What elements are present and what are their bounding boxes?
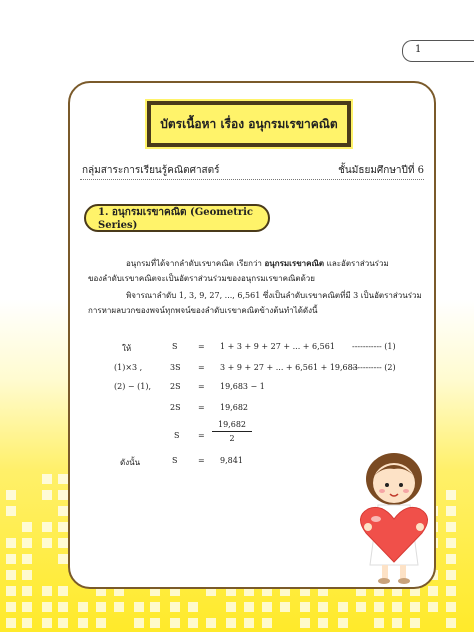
background-square — [446, 522, 456, 532]
background-square — [6, 490, 16, 500]
page-number: 1 — [415, 44, 422, 55]
background-square — [446, 586, 456, 596]
background-square — [58, 602, 68, 612]
background-square — [6, 538, 16, 548]
background-square — [226, 618, 236, 628]
equation-lhs: 3S — [170, 363, 181, 372]
background-square — [318, 602, 328, 612]
background-square — [42, 474, 52, 484]
background-square — [262, 602, 272, 612]
background-square — [6, 554, 16, 564]
equation-tag: ----------- (2) — [352, 363, 396, 372]
background-square — [226, 602, 236, 612]
bold-term: อนุกรมเรขาคณิต — [264, 258, 325, 268]
paragraph-line — [126, 257, 389, 270]
background-square — [446, 506, 456, 516]
background-square — [114, 602, 124, 612]
background-square — [96, 618, 106, 628]
background-square — [410, 602, 420, 612]
girl-holding-heart-illustration — [346, 447, 446, 587]
background-square — [446, 538, 456, 548]
background-square — [6, 570, 16, 580]
background-square — [42, 538, 52, 548]
equation-rhs: 19,682 — [220, 403, 248, 412]
background-square — [300, 618, 310, 628]
paragraph-text: อนุกรมที่ได้จากลำดับเรขาคณิต เรียกว่า — [126, 259, 265, 268]
equation-lhs: S — [172, 456, 178, 465]
background-square — [42, 602, 52, 612]
equation-rhs: 1 + 3 + 9 + 27 + ... + 6,561 — [220, 342, 335, 351]
background-square — [428, 586, 438, 596]
background-square — [188, 618, 198, 628]
background-square — [356, 602, 366, 612]
background-square — [6, 618, 16, 628]
background-square — [280, 602, 290, 612]
background-square — [374, 618, 384, 628]
background-square — [58, 490, 68, 500]
background-square — [58, 586, 68, 596]
background-square — [58, 474, 68, 484]
equals-sign: = — [198, 431, 205, 440]
equation-lhs: 2S — [170, 403, 181, 412]
background-square — [446, 618, 456, 628]
fraction-bar — [212, 431, 252, 432]
background-square — [244, 602, 254, 612]
background-square — [244, 618, 254, 628]
background-square — [446, 570, 456, 580]
equals-sign: = — [198, 403, 205, 412]
background-square — [446, 602, 456, 612]
equation-lhs: 2S — [170, 382, 181, 391]
step-label: (2) − (1), — [114, 382, 151, 391]
equation-lhs: S — [174, 431, 180, 440]
background-square — [42, 618, 52, 628]
step-label: (1)×3 , — [114, 363, 143, 372]
background-square — [134, 602, 144, 612]
paragraph-line: ของลำดับเรขาคณิตจะเป็นอัตราส่วนร่วมของอนุกรมเรขาคณิตด้วย — [88, 274, 315, 283]
background-square — [58, 506, 68, 516]
page-number-tab — [402, 40, 474, 62]
background-square — [58, 554, 68, 564]
background-square — [42, 586, 52, 596]
paragraph-line: การหาผลบวกของพจน์ทุกพจน์ของลำดับเรขาคณิตข้างต้นทำได้ดังนี้ — [88, 306, 318, 315]
fraction-denominator: 2 — [229, 434, 235, 443]
fraction — [212, 420, 252, 443]
equals-sign: = — [198, 456, 205, 465]
background-square — [22, 538, 32, 548]
equation-lhs: S — [172, 342, 178, 351]
background-square — [262, 618, 272, 628]
equals-sign: = — [198, 363, 205, 372]
fraction-numerator: 19,682 — [218, 420, 246, 429]
background-square — [78, 602, 88, 612]
equation-tag: ----------- (1) — [352, 342, 396, 351]
equals-sign: = — [198, 342, 205, 351]
background-square — [6, 602, 16, 612]
background-square — [428, 602, 438, 612]
background-square — [22, 602, 32, 612]
background-square — [134, 618, 144, 628]
background-square — [22, 554, 32, 564]
background-square — [6, 506, 16, 516]
equation-rhs: 19,683 − 1 — [220, 382, 265, 391]
background-square — [22, 618, 32, 628]
background-square — [338, 618, 348, 628]
background-square — [446, 554, 456, 564]
background-square — [58, 522, 68, 532]
background-square — [58, 618, 68, 628]
page-title: บัตรเนื้อหา เรื่อง อนุกรมเรขาคณิต — [149, 103, 349, 145]
background-square — [318, 618, 328, 628]
background-square — [58, 538, 68, 548]
divider — [80, 179, 424, 180]
background-square — [170, 618, 180, 628]
background-square — [446, 490, 456, 500]
background-square — [42, 522, 52, 532]
background-square — [22, 522, 32, 532]
equation-rhs: 3 + 9 + 27 + ... + 6,561 + 19,683 — [220, 363, 358, 372]
background-square — [22, 586, 32, 596]
section-heading: 1. อนุกรมเรขาคณิต (Geometric Series) — [84, 204, 270, 232]
background-square — [392, 602, 402, 612]
equals-sign: = — [198, 382, 205, 391]
background-square — [22, 570, 32, 580]
grade-label: ชั้นมัธยมศึกษาปีที่ 6 — [338, 165, 424, 176]
subject-label: กลุ่มสาระการเรียนรู้คณิตศาสตร์ — [82, 165, 220, 176]
background-square — [78, 618, 88, 628]
background-square — [6, 586, 16, 596]
equation-rhs: 9,841 — [220, 456, 243, 465]
step-label: ดังนั้น — [120, 458, 141, 467]
background-square — [42, 490, 52, 500]
background-square — [188, 602, 198, 612]
background-square — [300, 602, 310, 612]
background-square — [410, 618, 420, 628]
background-square — [150, 602, 160, 612]
background-square — [392, 618, 402, 628]
paragraph-text: และอัตราส่วนร่วม — [324, 259, 389, 268]
background-square — [374, 602, 384, 612]
background-square — [170, 602, 180, 612]
background-square — [206, 618, 216, 628]
paragraph-line: พิจารณาลำดับ 1, 3, 9, 27, ..., 6,561 ซึ่งเป็นลำดับเรขาคณิตที่มี 3 เป็นอัตราส่วนร่วม — [126, 291, 422, 300]
background-square — [150, 618, 160, 628]
step-label: ให้ — [122, 344, 132, 353]
background-square — [338, 602, 348, 612]
background-square — [96, 602, 106, 612]
